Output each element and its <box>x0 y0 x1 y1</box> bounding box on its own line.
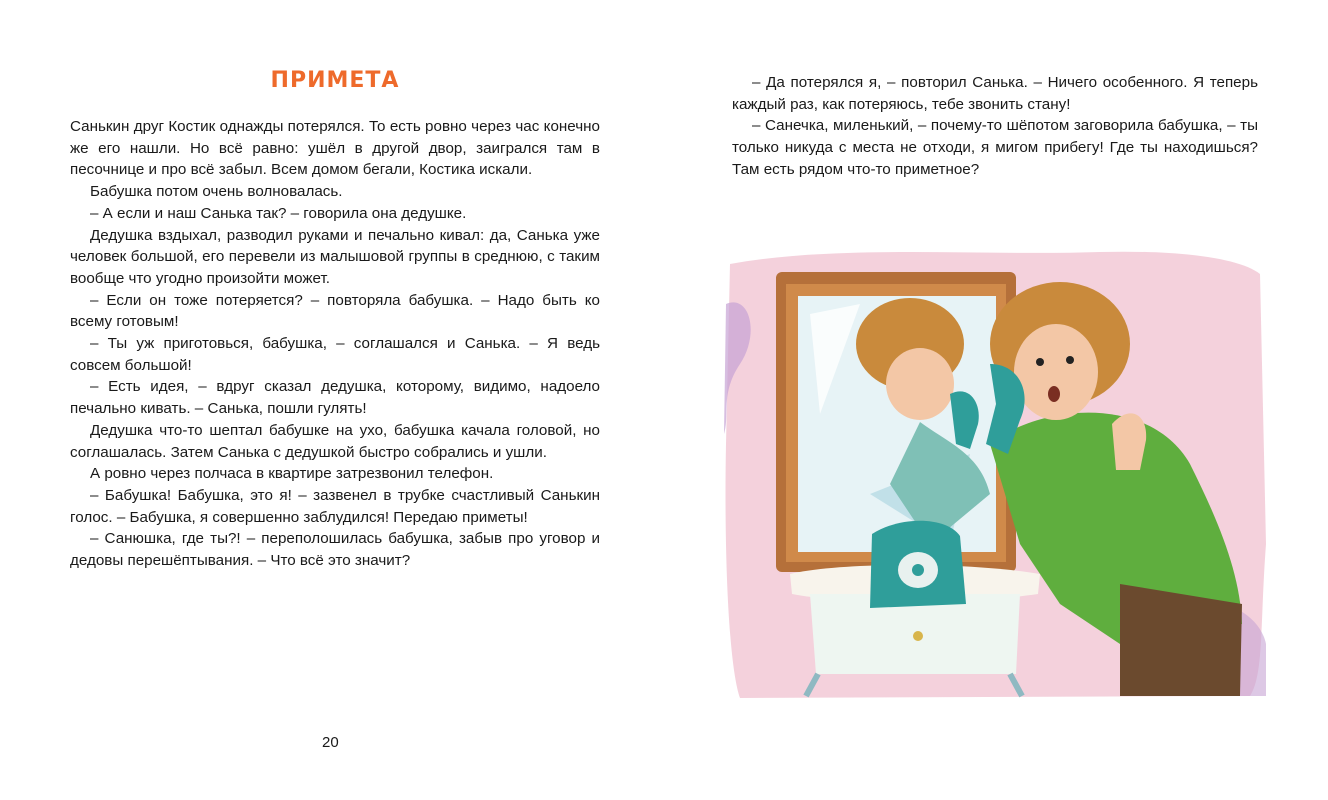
paragraph: Бабушка потом очень волновалась. <box>90 183 343 201</box>
paragraph: – Есть идея, – вдруг сказал дедушка, которому, видимо, надоело печально кивать. – Санька, пошли гулять! <box>70 378 600 418</box>
boy-phone-mirror-illustration <box>720 244 1268 700</box>
paragraph: А ровно через полчаса в квартире затрезвонил телефон. <box>90 465 494 483</box>
paragraph: – Бабушка! Бабушка, это я! – зазвенел в трубке счастливый Санькин голос. – Бабушка, я совершенно заблудился! Передаю приметы! <box>70 486 600 526</box>
paragraph: – Санюшка, где ты?! – переполошилась бабушка, забыв про уговор и дедовы перешёптывания. – Что всё это значит? <box>70 530 600 570</box>
paragraph: – Ты уж приготовься, бабушка, – соглашался и Санька. – Я ведь совсем большой! <box>70 335 600 374</box>
left-text-column <box>70 116 600 572</box>
paragraph: – Да потерялся я, – повторил Санька. – Ничего особенного. Я теперь каждый раз, как потеряюсь, тебе звонить стану! <box>732 74 1258 113</box>
right-text-column <box>732 72 1258 181</box>
story-title: ПРИМЕТА <box>270 68 400 93</box>
right-page <box>664 0 1328 800</box>
page-number: 20 <box>322 734 339 751</box>
paragraph: – Если он тоже потеряется? – повторяла бабушка. – Надо быть ко всему готовым! <box>70 291 600 331</box>
paragraph: Дедушка вздыхал, разводил руками и печально кивал: да, Санька уже человек большой, его перевели из малышовой группы в среднюю, с таким вообще что угодно произойти может. <box>70 226 600 287</box>
paragraph: Дедушка что-то шептал бабушке на ухо, бабушка качала головой, но соглашалась. Затем Санька с дедушкой быстро собрались и ушли. <box>70 421 600 461</box>
paragraph: – Санечка, миленький, – почему-то шёпотом заговорила бабушка, – ты только никуда с места не отходи, я мигом прибегу! Где ты находишься? Там есть рядом что-то приметное? <box>732 117 1258 178</box>
paragraph: Санькин друг Костик однажды потерялся. То есть ровно через час конечно же его нашли. Но всё равно: ушёл в другой двор, заигрался там в песочнице и про всё забыл. Всем домом бегали, Костика искали. <box>70 118 600 179</box>
paragraph: – А если и наш Санька так? – говорила она дедушке. <box>90 204 467 222</box>
